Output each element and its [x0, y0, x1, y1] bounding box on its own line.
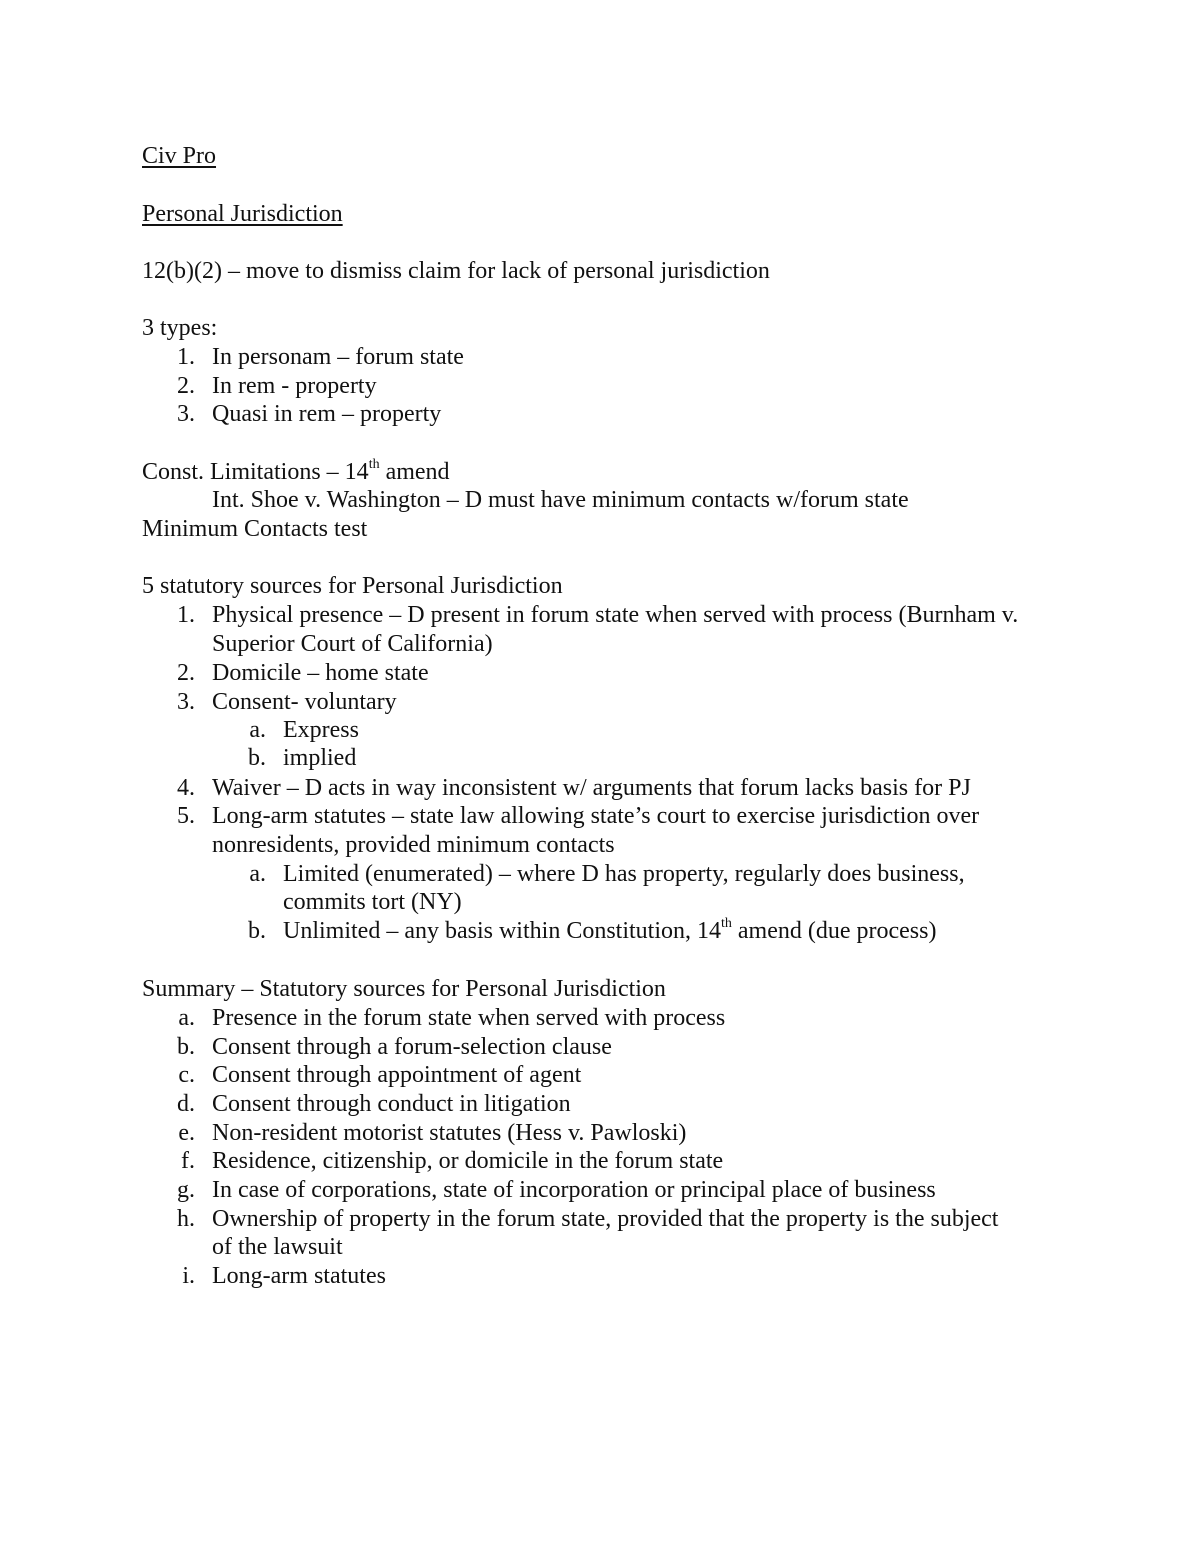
summary-letter: h. — [177, 1206, 195, 1232]
list-item: Physical presence – D present in forum state when served with process (Burnham v. — [212, 602, 1019, 628]
summary-item: Ownership of property in the forum state, provided that the property is the subject — [212, 1206, 999, 1232]
list-item: Quasi in rem – property — [212, 401, 442, 427]
list-number: 4. — [177, 775, 195, 801]
list-number: 1. — [177, 602, 195, 628]
summary-letter: b. — [177, 1034, 195, 1060]
sublist-letter: a. — [249, 861, 266, 887]
list-item: Domicile – home state — [212, 660, 429, 686]
const-limitations-line — [142, 458, 450, 487]
section-heading: Personal Jurisdiction — [142, 201, 343, 227]
const-text: Const. Limitations – 14 — [142, 459, 369, 485]
sublist-letter: a. — [249, 717, 266, 743]
summary-item-continued: of the lawsuit — [212, 1234, 343, 1260]
min-contacts-line: Minimum Contacts test — [142, 516, 368, 542]
list-number: 2. — [177, 373, 195, 399]
summary-letter: f. — [181, 1148, 195, 1174]
superscript: th — [721, 916, 732, 931]
statutory-intro: 5 statutory sources for Personal Jurisdiction — [142, 573, 563, 599]
summary-item: In case of corporations, state of incorporation or principal place of business — [212, 1177, 936, 1203]
list-number: 2. — [177, 660, 195, 686]
sublist-letter: b. — [248, 745, 266, 771]
summary-item: Consent through appointment of agent — [212, 1062, 582, 1088]
summary-item: Long-arm statutes — [212, 1263, 386, 1289]
list-number: 3. — [177, 401, 195, 427]
list-item: Waiver – D acts in way inconsistent w/ arguments that forum lacks basis for PJ — [212, 775, 971, 801]
document-title: Civ Pro — [142, 143, 217, 169]
sublist-letter: b. — [248, 918, 266, 944]
superscript: th — [368, 457, 380, 472]
sublist-item-continued: commits tort (NY) — [283, 889, 462, 915]
const-text-end: amend — [379, 459, 450, 485]
list-number: 5. — [177, 803, 195, 829]
summary-letter: i. — [182, 1263, 195, 1289]
sublist-item: Express — [283, 717, 359, 743]
list-item: In personam – forum state — [212, 344, 464, 370]
list-number: 1. — [177, 344, 195, 370]
summary-intro: Summary – Statutory sources for Personal Jurisdiction — [142, 976, 666, 1002]
summary-item: Presence in the forum state when served with process — [212, 1005, 726, 1031]
summary-item: Consent through a forum-selection clause — [212, 1034, 612, 1060]
list-number: 3. — [177, 689, 195, 715]
summary-item: Non-resident motorist statutes (Hess v. Pawloski) — [212, 1120, 687, 1146]
list-item: Consent- voluntary — [212, 689, 397, 715]
sublist-item: implied — [283, 745, 357, 771]
list-item-continued: Superior Court of California) — [212, 631, 493, 657]
list-item-continued: nonresidents, provided minimum contacts — [212, 832, 615, 858]
types-intro: 3 types: — [142, 315, 218, 341]
list-item: In rem - property — [212, 373, 377, 399]
list-item: Long-arm statutes – state law allowing state’s court to exercise jurisdiction over — [212, 803, 980, 829]
item-text-end: amend (due process) — [731, 918, 937, 944]
summary-item: Residence, citizenship, or domicile in the forum state — [212, 1148, 724, 1174]
item-text: Unlimited – any basis within Constitution, 14 — [283, 918, 721, 944]
summary-letter: g. — [177, 1177, 195, 1203]
rule-line: 12(b)(2) – move to dismiss claim for lack of personal jurisdiction — [142, 258, 770, 284]
summary-letter: a. — [178, 1005, 195, 1031]
sublist-item: Limited (enumerated) – where D has property, regularly does business, — [283, 861, 965, 887]
sublist-item — [283, 917, 936, 946]
summary-letter: d. — [177, 1091, 195, 1117]
int-shoe-line: Int. Shoe v. Washington – D must have minimum contacts w/forum state — [212, 487, 909, 513]
summary-letter: c. — [178, 1062, 195, 1088]
summary-item: Consent through conduct in litigation — [212, 1091, 571, 1117]
summary-letter: e. — [178, 1120, 195, 1146]
